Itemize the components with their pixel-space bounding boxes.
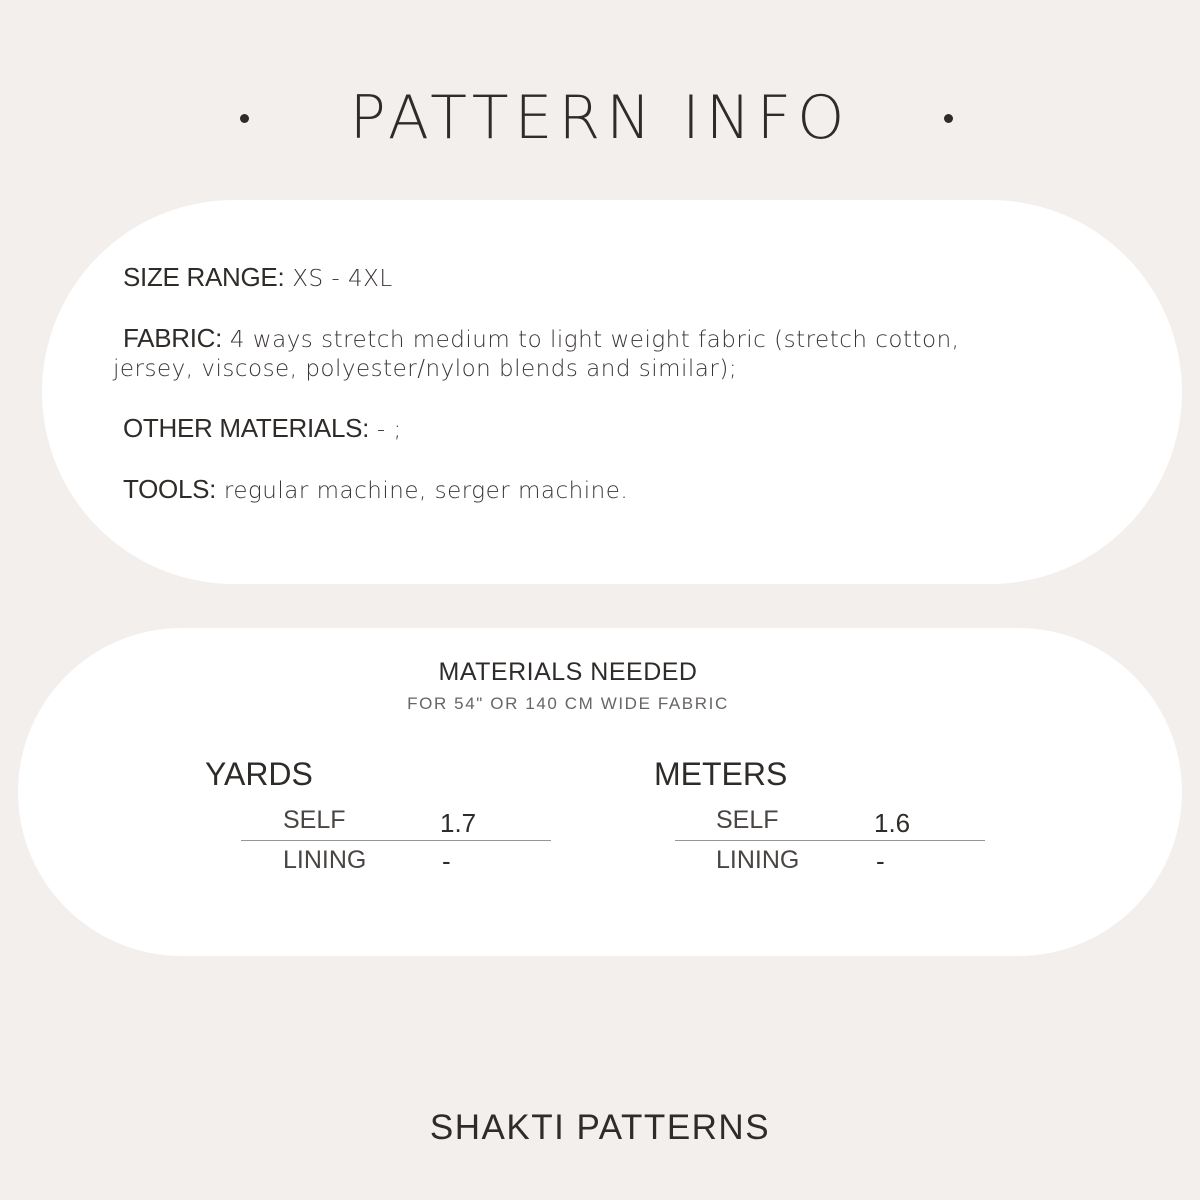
size-range-label: SIZE RANGE: (123, 262, 285, 292)
pattern-info-card (42, 200, 1182, 584)
page-title: PATTERN INFO (349, 83, 851, 153)
fabric-line-2 (113, 353, 737, 384)
other-materials-line (123, 413, 402, 445)
fabric-line (123, 323, 959, 355)
yards-lining-value: - (442, 846, 451, 876)
other-materials-value: - ; (369, 417, 402, 443)
yards-lining-label: LINING (283, 846, 367, 874)
fabric-value-line2: jersey, viscose, polyester/nylon blends and similar); (113, 356, 738, 382)
tools-value: regular machine, serger machine. (216, 478, 629, 504)
meters-self-label: SELF (716, 806, 779, 834)
materials-subtitle: FOR 54" OR 140 CM WIDE FABRIC (407, 694, 729, 713)
size-range-line (123, 262, 393, 294)
materials-title: MATERIALS NEEDED (438, 658, 698, 686)
meters-heading: METERS (654, 756, 788, 792)
yards-self-value: 1.7 (440, 808, 477, 838)
title-row (0, 78, 1200, 158)
other-materials-label: OTHER MATERIALS: (123, 413, 370, 443)
meters-lining-value: - (876, 846, 885, 876)
yards-heading: YARDS (205, 756, 313, 792)
meters-divider (675, 840, 985, 841)
meters-lining-label: LINING (716, 846, 800, 874)
meters-self-value: 1.6 (874, 808, 911, 838)
size-range-value: XS - 4XL (284, 266, 393, 292)
yards-self-label: SELF (283, 806, 346, 834)
tools-label: TOOLS: (123, 474, 217, 504)
yards-divider (241, 840, 551, 841)
tools-line (123, 474, 628, 506)
fabric-value-line1: 4 ways stretch medium to light weight fabric (stretch cotton, (222, 327, 960, 353)
title-dot-right (944, 114, 953, 123)
fabric-label: FABRIC: (123, 323, 223, 353)
brand-footer: SHAKTI PATTERNS (429, 1108, 771, 1147)
